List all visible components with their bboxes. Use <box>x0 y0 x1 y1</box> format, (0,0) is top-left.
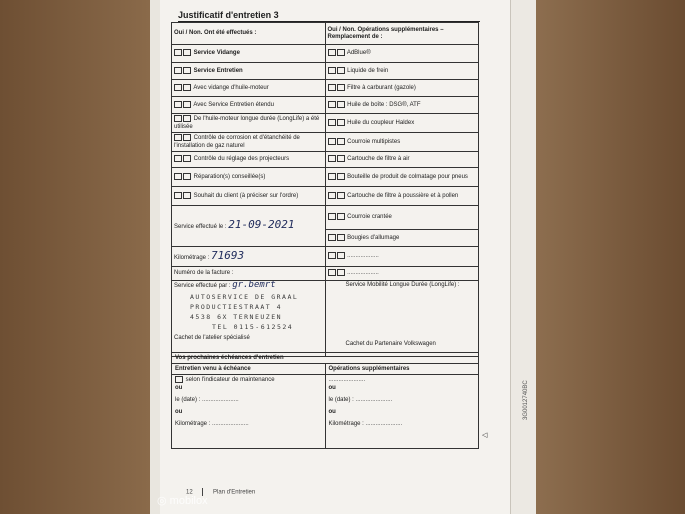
row-right: ................... <box>325 267 479 281</box>
checkbox[interactable] <box>183 115 191 122</box>
row-left: Souhait du client (à préciser sur l'ordre) <box>172 187 326 206</box>
checkbox[interactable] <box>183 192 191 199</box>
invoice-cell: Numéro de la facture : <box>172 267 326 281</box>
row-left: Contrôle du réglage des projecteurs <box>172 152 326 168</box>
row-right: Filtre à carburant (gazole) <box>325 80 479 97</box>
row-left: Avec Service Entretien étendu <box>172 97 326 114</box>
row-right: Cartouche de filtre à poussière et à pollen <box>325 187 479 206</box>
checkbox[interactable] <box>328 155 336 162</box>
checkbox[interactable] <box>328 138 336 145</box>
checkbox[interactable] <box>174 155 182 162</box>
checkbox[interactable] <box>328 252 336 259</box>
maintenance-table <box>171 22 479 357</box>
checkbox[interactable] <box>328 84 336 91</box>
checkbox[interactable] <box>183 84 191 91</box>
row-left: Avec vidange d'huile-moteur <box>172 80 326 97</box>
row-left: Contrôle de corrosion et d'étanchéité de l'installation de gaz naturel <box>172 133 326 152</box>
row-right: ................... <box>325 247 479 267</box>
checkbox[interactable] <box>174 67 182 74</box>
row-right: Cartouche de filtre à air <box>325 152 479 168</box>
checkbox[interactable] <box>328 49 336 56</box>
checkbox[interactable] <box>183 49 191 56</box>
checkbox[interactable] <box>328 173 336 180</box>
row-right: Liquide de frein <box>325 63 479 80</box>
footer-section: Plan d'Entretien <box>213 489 256 496</box>
side-code: 3G0012740BC <box>523 380 529 420</box>
header-left: Oui / Non. Ont été effectués : <box>172 23 326 45</box>
checkbox[interactable] <box>337 252 345 259</box>
next-col-left: Entretien venu à échéance <box>172 364 326 375</box>
checkbox[interactable] <box>174 115 182 122</box>
checkbox[interactable] <box>337 192 345 199</box>
row-right: Courroie crantée <box>325 206 479 230</box>
checkbox[interactable] <box>328 269 336 276</box>
handwritten-signature: gr.bemrt <box>232 280 276 290</box>
checkbox[interactable] <box>337 49 345 56</box>
row-left: De l'huile-moteur longue durée (LongLife) a été utilisée <box>172 114 326 133</box>
checkbox[interactable] <box>337 155 345 162</box>
row-right: Huile de boîte : DSG®, ATF <box>325 97 479 114</box>
row-left: Service Vidange <box>172 45 326 63</box>
checkbox[interactable] <box>183 67 191 74</box>
checkbox[interactable] <box>328 213 336 220</box>
checkbox[interactable] <box>174 49 182 56</box>
next-section-title: Vos prochaines échéances d'entretien <box>172 353 479 364</box>
checkbox[interactable] <box>183 101 191 108</box>
checkbox[interactable] <box>337 213 345 220</box>
checkbox[interactable] <box>337 138 345 145</box>
next-right-body: ...................... ou le (date) : ...................... ou Kilométrage : ...................... <box>325 375 479 449</box>
next-col-right: Opérations supplémentaires <box>325 364 479 375</box>
page-title: Justificatif d'entretien 3 <box>178 10 279 20</box>
row-left: Réparation(s) conseillée(s) <box>172 168 326 187</box>
checkbox[interactable] <box>183 134 191 141</box>
checkbox[interactable] <box>337 84 345 91</box>
watermark-icon: ◎ <box>157 495 167 507</box>
service-by-cell: Service effectué par : gr.bemrt AUTOSERVICE DE GRAAL PRODUCTIESTRAAT 4 4538 6X TERNEUZEN TEL 0115-612524 Cachet de l'atelier spécialisé <box>172 281 326 357</box>
checkbox[interactable] <box>337 269 345 276</box>
row-right: AdBlue® <box>325 45 479 63</box>
workshop-cachet-label: Cachet de l'atelier spécialisé <box>174 335 250 341</box>
checkbox[interactable] <box>174 192 182 199</box>
checkbox[interactable] <box>174 134 182 141</box>
checkbox[interactable] <box>328 119 336 126</box>
longlife-cell: Service Mobilité Longue Durée (LongLife) : Cachet du Partenaire Volkswagen <box>325 281 479 357</box>
row-right: Bougies d'allumage <box>325 230 479 247</box>
header-right: Oui / Non. Opérations supplémentaires – Remplacement de : <box>325 23 479 45</box>
row-right: Bouteille de produit de colmatage pour pneus <box>325 168 479 187</box>
checkbox[interactable] <box>337 101 345 108</box>
previous-page-edge <box>150 0 160 514</box>
handwritten-date: 21-09-2021 <box>228 218 295 231</box>
row-left: Service Entretien <box>172 63 326 80</box>
partner-cachet-label: Cachet du Partenaire Volkswagen <box>345 341 436 347</box>
checkbox[interactable] <box>183 155 191 162</box>
service-date-cell: Service effectué le : 21-09-2021 <box>172 206 326 247</box>
checkbox[interactable] <box>175 376 183 383</box>
background-right <box>535 0 685 514</box>
row-right: Huile du coupleur Haldex <box>325 114 479 133</box>
next-maintenance-table <box>171 352 479 449</box>
checkbox[interactable] <box>337 67 345 74</box>
checkbox[interactable] <box>337 173 345 180</box>
kilometrage-cell: Kilométrage : 71693 <box>172 247 326 267</box>
checkbox[interactable] <box>337 119 345 126</box>
checkbox[interactable] <box>328 101 336 108</box>
checkbox[interactable] <box>337 234 345 241</box>
handwritten-km: 71693 <box>211 248 245 262</box>
page-corner-mark: ◁ <box>482 432 488 439</box>
row-right: Courroie multipistes <box>325 133 479 152</box>
background-left <box>0 0 150 514</box>
garage-stamp: AUTOSERVICE DE GRAAL PRODUCTIESTRAAT 4 4538 6X TERNEUZEN TEL 0115-612524 <box>190 293 299 331</box>
checkbox[interactable] <box>328 67 336 74</box>
checkbox[interactable] <box>174 84 182 91</box>
checkbox[interactable] <box>328 234 336 241</box>
checkbox[interactable] <box>174 101 182 108</box>
watermark-logo: ◎ mobilox <box>157 495 208 507</box>
next-page-edge <box>510 0 536 514</box>
checkbox[interactable] <box>183 173 191 180</box>
checkbox[interactable] <box>328 192 336 199</box>
page-number: 12 <box>186 489 193 496</box>
next-left-body: selon l'indicateur de maintenance ou le (date) : ...................... ou Kilométrage : ...................... <box>172 375 326 449</box>
checkbox[interactable] <box>174 173 182 180</box>
